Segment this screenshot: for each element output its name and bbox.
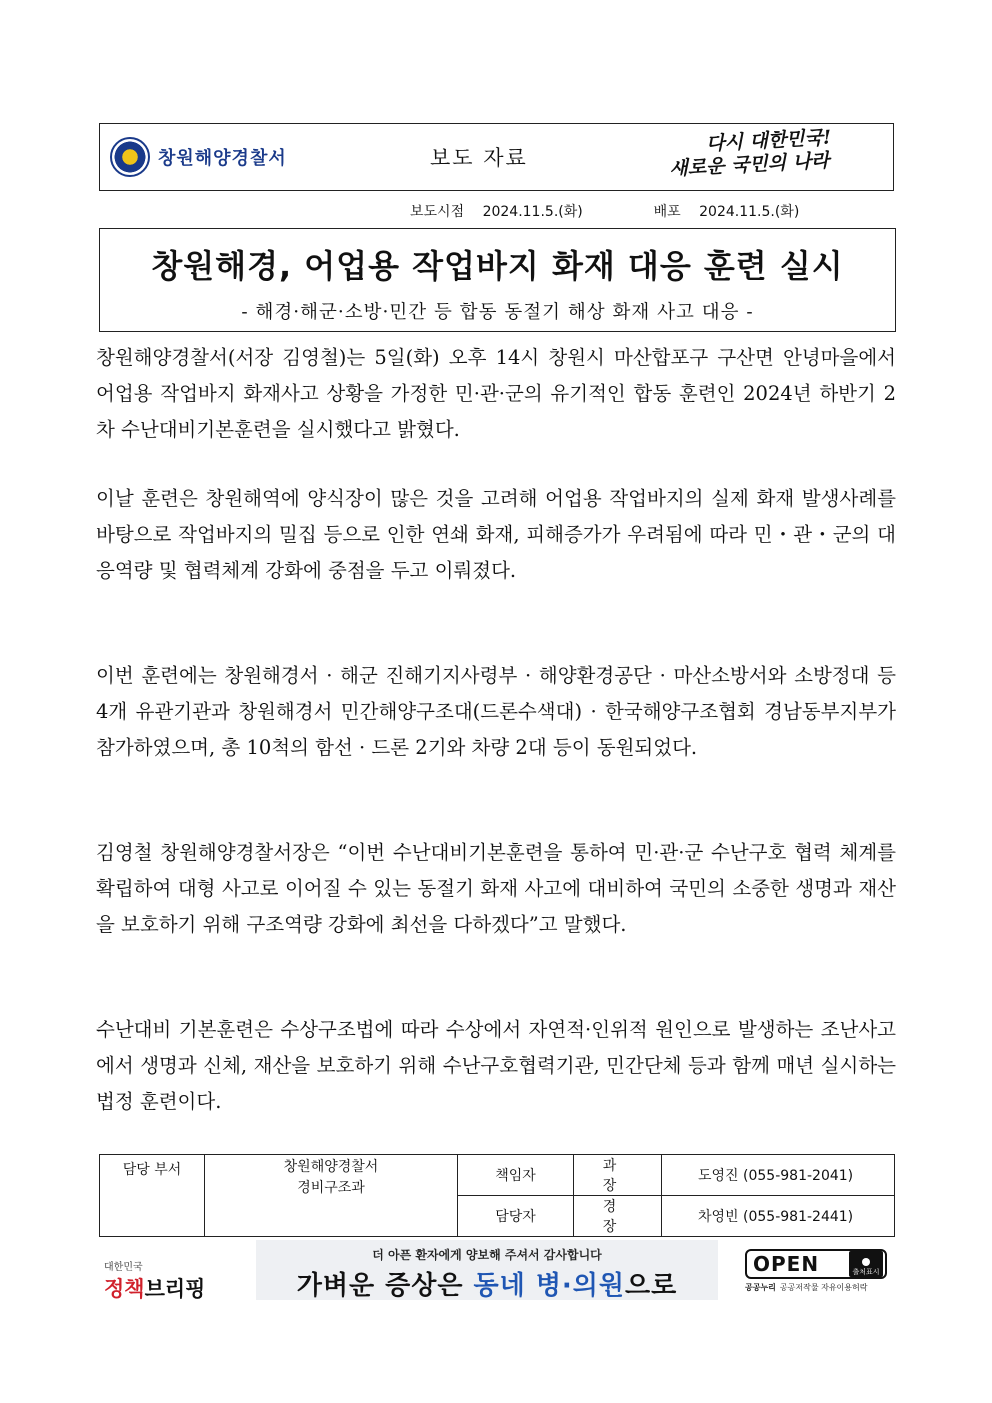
slogan-line2: 새로운 국민의 나라	[668, 149, 830, 180]
dept-unit	[205, 1155, 458, 1237]
open-text: OPEN	[753, 1252, 820, 1276]
org-name: 창원해양경찰서	[158, 148, 287, 169]
page-subtitle: - 해경·해군·소방·민간 등 합동 동절기 해상 화재 사고 대응 -	[241, 302, 754, 323]
person-cell: 차영빈 (055-981-2441)	[662, 1196, 895, 1237]
banner-main-b: 으로	[625, 1271, 678, 1301]
banner-main-text	[256, 1265, 718, 1302]
header-box	[99, 123, 894, 191]
open-row	[745, 1249, 887, 1279]
paragraph-4: 김영철 창원해양경찰서장은 “이번 수난대비기본훈련을 통하여 민·관·군 수난구호 협력 체계를 확립하여 대형 사고로 이어질 수 있는 동절기 화재 사고에 대비하여 국민의 소중한 생명과 재산을 보호하기 위해 구조역량 강화에 최선을 다하겠다”고 말했다.	[96, 841, 896, 936]
title-box	[99, 228, 896, 332]
unit-line2: 경비구조과	[297, 1180, 365, 1196]
paragraph-1: 창원해양경찰서(서장 김영철)는 5일(화) 오후 14시 창원시 마산합포구 구산면 안녕마을에서 어업용 작업바지 화재사고 상황을 가정한 민·관·군의 유기적인 합동 훈련인 2024년 하반기 2차 수난대비기본훈련을 실시했다고 밝혔다.	[96, 346, 896, 441]
brief-small-text: 대한민국	[104, 1262, 143, 1273]
slogan-line1: 다시 대한민국!	[705, 126, 832, 155]
person-cell: 도영진 (055-981-2041)	[662, 1155, 895, 1196]
rank-cell: 과 장	[574, 1155, 662, 1196]
banner-main-a: 가벼운 증상은	[296, 1271, 474, 1301]
open-person-label: 출처표시	[852, 1268, 880, 1276]
paragraph-5: 수난대비 기본훈련은 수상구조법에 따라 수상에서 자연적·인위적 원인으로 발생하는 조난사고에서 생명과 신체, 재산을 보호하기 위해 수난구호협력기관, 민간단체 등과 함께 매년 실시하는 법정 훈련이다.	[96, 1018, 896, 1113]
brief-rest-text: 브리핑	[144, 1277, 206, 1301]
page-title: 창원해경, 어업용 작업바지 화재 대응 훈련 실시	[151, 247, 844, 285]
release-date: 2024.11.5.(화)	[482, 204, 583, 220]
distribute-date: 2024.11.5.(화)	[699, 204, 800, 220]
role-cell: 책임자	[458, 1155, 574, 1196]
rank-cell: 경 장	[574, 1196, 662, 1237]
open-license-badge[interactable]	[745, 1249, 887, 1297]
contact-table	[99, 1154, 895, 1237]
unit-line1: 창원해양경찰서	[283, 1159, 379, 1175]
dept-label: 담당 부서	[100, 1155, 205, 1237]
org-logo	[110, 136, 320, 178]
slogan	[668, 125, 861, 191]
role-cell: 담당자	[458, 1196, 574, 1237]
policy-briefing-logo[interactable]	[104, 1258, 214, 1303]
campaign-banner[interactable]	[256, 1240, 718, 1300]
release-label: 보도시점	[410, 204, 465, 220]
paragraph-3: 이번 훈련에는 창원해경서 · 해군 진해기지사령부 · 해양환경공단 · 마산소방서와 소방정대 등 4개 유관기관과 창원해경서 민간해양구조대(드론수색대) · 한국해양구조협회 경남동부지부가 참가하였으며, 총 10척의 함선 · 드론 2기와 차량 2대 등이 동원되었다.	[96, 664, 896, 759]
release-dates	[410, 201, 813, 221]
open-caption-a: 공공누리	[745, 1283, 776, 1292]
brief-red-text: 정책	[104, 1277, 145, 1301]
distribute-label: 배포	[653, 204, 681, 220]
doc-type: 보도 자료	[430, 146, 528, 170]
banner-main-highlight: 동네 병·의원	[473, 1271, 626, 1301]
paragraph-2: 이날 훈련은 창원해역에 양식장이 많은 것을 고려해 어업용 작업바지의 실제 화재 발생사례를 바탕으로 작업바지의 밀집 등으로 인한 연쇄 화재, 피해증가가 우려됨에 따라 민・관・군의 대응역량 및 협력체계 강화에 중점을 두고 이뤄졌다.	[96, 487, 896, 582]
open-caption-b: 공공저작물 자유이용허락	[779, 1283, 868, 1292]
attribution-person-icon	[849, 1251, 883, 1277]
banner-top-text: 더 아픈 환자에게 양보해 주셔서 감사합니다	[372, 1248, 602, 1262]
coast-guard-emblem-icon	[110, 137, 150, 177]
footer	[0, 1238, 992, 1308]
table-row	[100, 1155, 895, 1196]
open-caption	[745, 1282, 887, 1293]
brief-big-text	[104, 1273, 214, 1303]
